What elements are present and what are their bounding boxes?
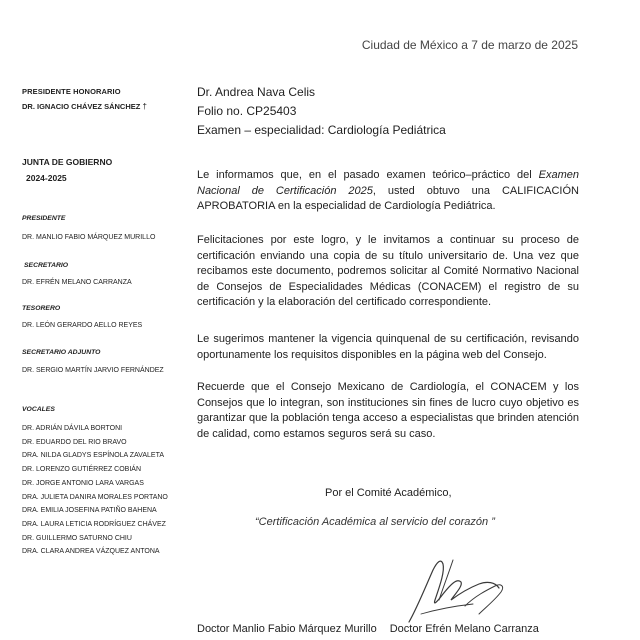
- adjunct-secretary-role: SECRETARIO ADJUNTO: [22, 349, 101, 356]
- vocales-role: VOCALES: [22, 406, 55, 413]
- vocal-member: DR. LORENZO GUTIÉRREZ COBIÁN: [22, 466, 142, 474]
- president-role: PRESIDENTE: [22, 215, 66, 222]
- signatory-2: Doctor Efrén Melano Carranza: [389, 623, 539, 635]
- closing-line: Por el Comité Académico,: [325, 487, 452, 499]
- honorary-name-text: DR. IGNACIO CHÁVEZ SÁNCHEZ: [22, 102, 141, 111]
- vocal-member: DR. ADRIÁN DÁVILA BORTONI: [22, 425, 123, 432]
- treasurer-role: TESORERO: [22, 305, 61, 312]
- vocal-member: DRA. JULIETA DANIRA MORALES PORTANO: [22, 493, 168, 501]
- treasurer-name: DR. LEÓN GERARDO AELLO REYES: [22, 322, 143, 329]
- vocal-member: DRA. NILDA GLADYS ESPÍNOLA ZAVALETA: [22, 452, 164, 460]
- vocales-list: [22, 422, 168, 559]
- board-title: JUNTA DE GOBIERNO: [22, 157, 113, 167]
- signatory-1: Doctor Manlio Fabio Márquez Murillo: [197, 623, 377, 635]
- vocal-member: DR. GUILLERMO SATURNO CHIU: [22, 534, 132, 542]
- date-line: Ciudad de México a 7 de marzo de 2025: [361, 38, 578, 52]
- p1-exam-name: Examen Nacional de Certificación 2025: [197, 169, 579, 197]
- secretary-role: SECRETARIO: [24, 262, 69, 269]
- p1-text-b: , usted obtuvo una CALIFICACIÓN APROBATORIA en la especialidad de Cardiología Pediátrica.: [197, 184, 579, 213]
- vocal-member: DRA. LAURA LETICIA RODRÍGUEZ CHÁVEZ: [22, 520, 166, 528]
- folio-number: Folio no. CP25403: [197, 104, 297, 118]
- p1-text-a: Le informamos que, en el pasado examen teórico–práctico del: [197, 169, 539, 181]
- vocal-member: DRA. CLARA ANDREA VÁZQUEZ ANTONA: [22, 548, 160, 556]
- recipient-name: Dr. Andrea Nava Celis: [197, 85, 316, 99]
- vocal-member: DR. EDUARDO DEL RIO BRAVO: [22, 438, 127, 446]
- adjunct-secretary-name: DR. SERGIO MARTÍN JARVIO FERNÁNDEZ: [22, 367, 164, 374]
- paragraph-result: [197, 168, 579, 215]
- honorary-president-name: [22, 102, 147, 111]
- deceased-mark: †: [142, 102, 147, 111]
- president-name: DR. MANLIO FABIO MÁRQUEZ MURILLO: [22, 234, 156, 241]
- secretary-name: DR. EFRÉN MELANO CARRANZA: [22, 279, 132, 286]
- recipient-block: [197, 83, 446, 140]
- vocal-member: DRA. EMILIA JOSEFINA PATIÑO BAHENA: [22, 507, 157, 515]
- vocal-member: DR. JORGE ANTONIO LARA VARGAS: [22, 479, 144, 487]
- honorary-president-title: PRESIDENTE HONORARIO: [22, 87, 121, 96]
- paragraph-validity: Le sugerimos mantener la vigencia quinquenal de su certificación, revisando oportunamente los requisitos disponibles en la página web del Consejo.: [197, 333, 579, 361]
- board-period: 2024-2025: [26, 173, 67, 183]
- exam-specialty: Examen – especialidad: Cardiología Pediátrica: [197, 123, 446, 137]
- paragraph-congratulations: Felicitaciones por este logro, y le invitamos a continuar su proceso de certificación enviando una copia de su título universitario de. Una vez que recibamos este documento, podremos solicitar al Comité Normativo Nacional de Consejos de Especialidades Médicas (CONACEM) el registro de su certificación y la elaboración del certificado correspondiente.: [197, 234, 579, 309]
- handwritten-signature: [395, 548, 525, 628]
- paragraph-council: Recuerde que el Consejo Mexicano de Cardiología, el CONACEM y los Consejos que lo integran, son instituciones sin fines de lucro cuyo objetivo es garantizar que la población tenga acceso a especialistas que brinden atención de calidad, como estamos seguros será su caso.: [197, 381, 579, 440]
- motto: “Certificación Académica al servicio del corazón ”: [255, 516, 495, 528]
